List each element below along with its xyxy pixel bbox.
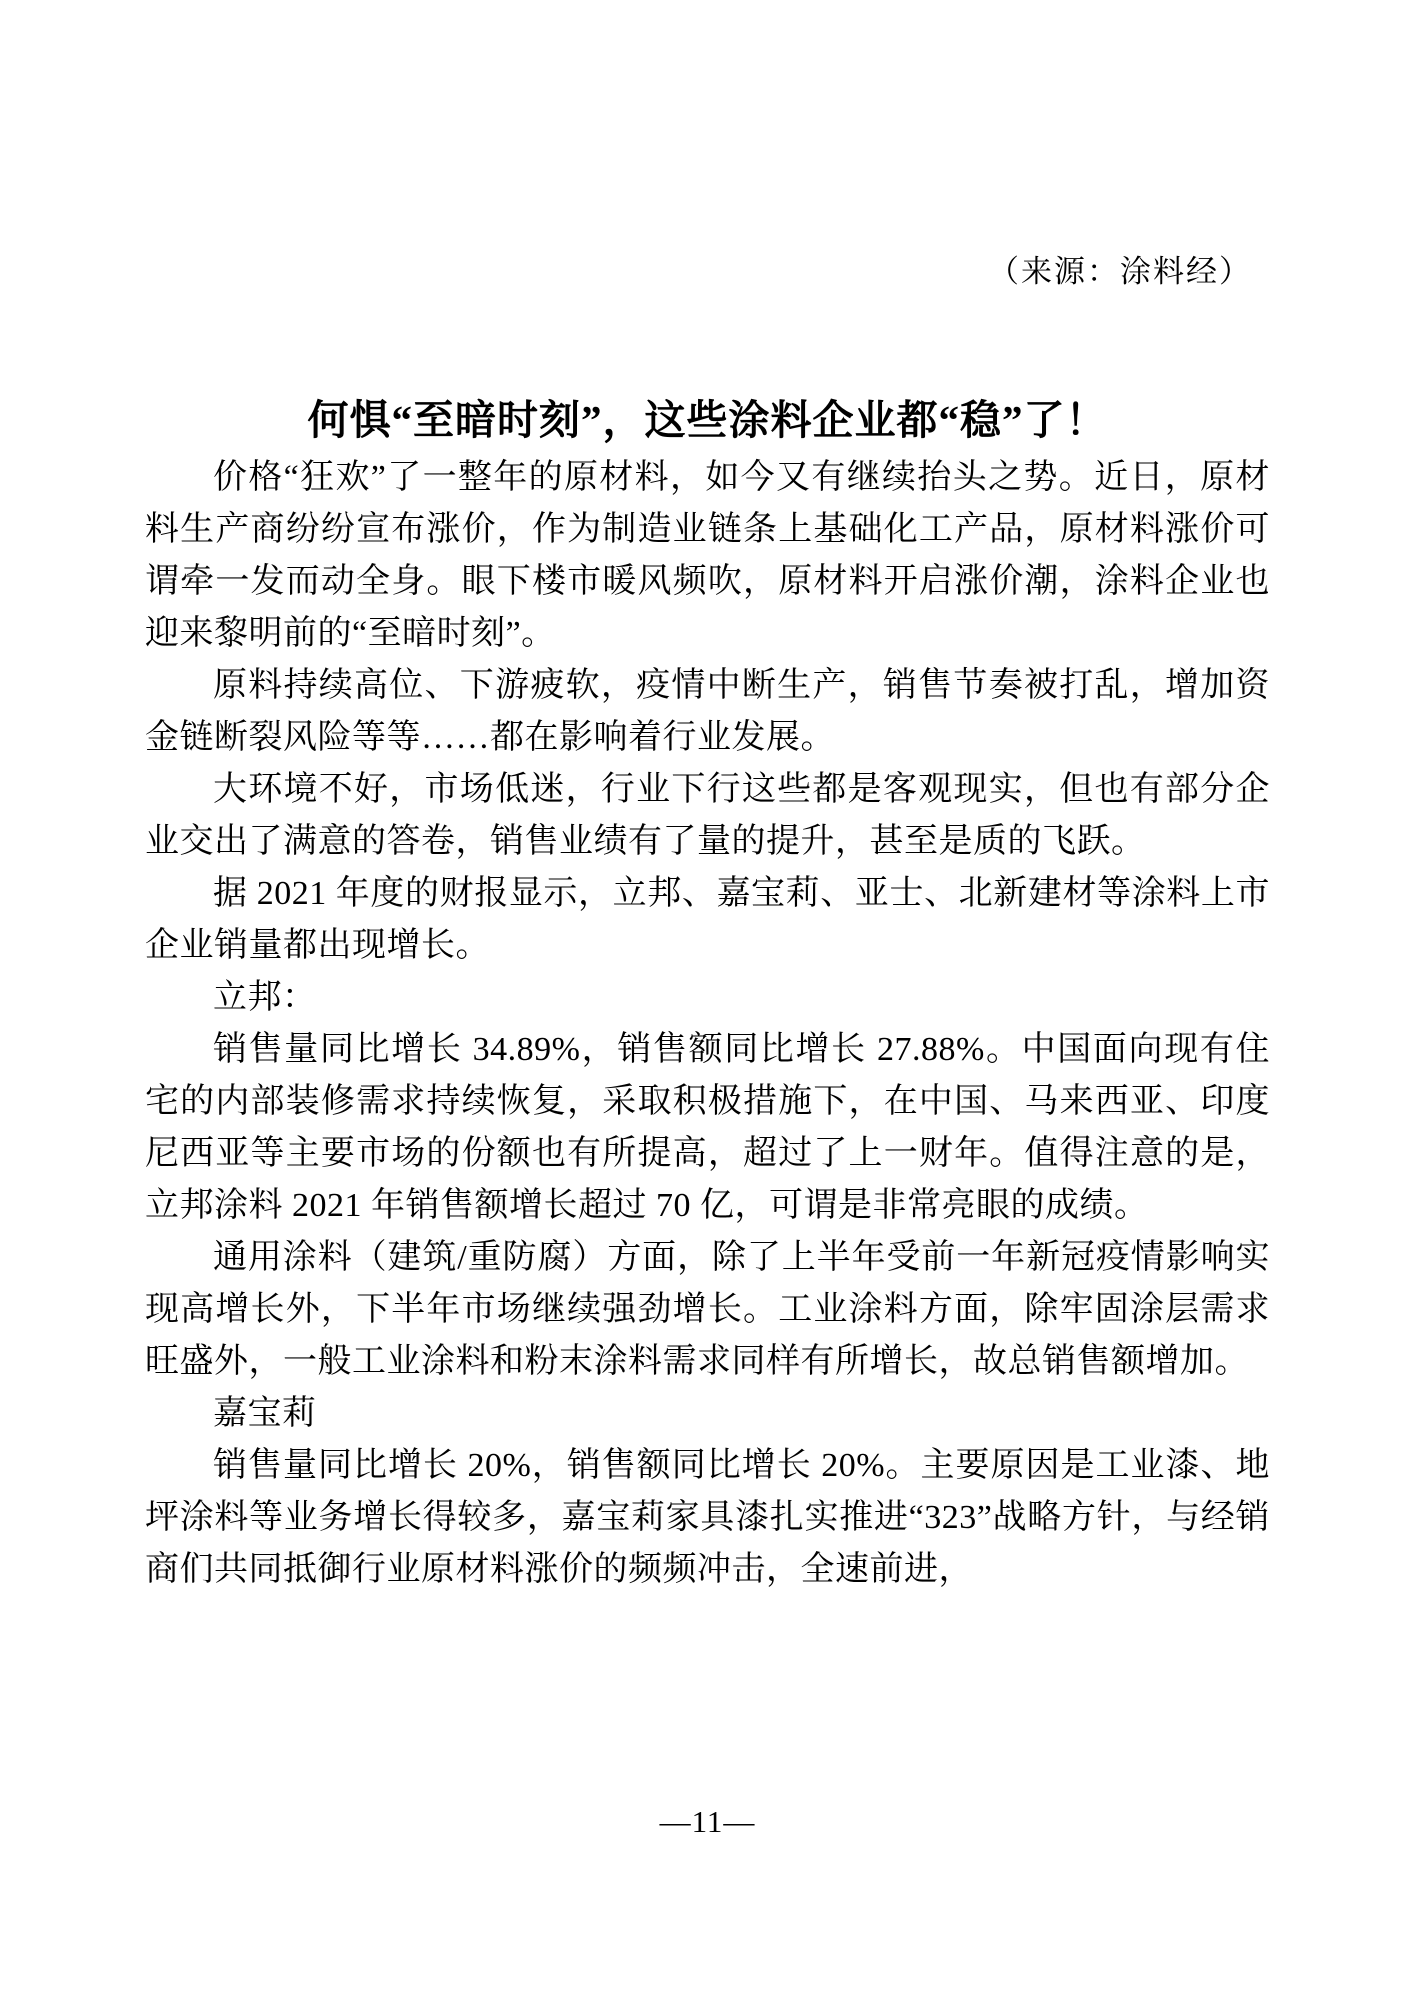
- source-attribution: （来源：涂料经）: [988, 254, 1252, 289]
- body-paragraph: 嘉宝莉: [213, 1395, 317, 1432]
- body-paragraph: 立邦：: [213, 979, 317, 1016]
- body-paragraph: 据 2021 年度的财报显示，立邦、嘉宝莉、亚士、北新建材等涂料上市企业销量都出现增长。: [145, 875, 1270, 964]
- page-title: 何惧“至暗时刻”，这些涂料企业都“稳”了！: [307, 397, 1108, 444]
- body-paragraph: 原料持续高位、下游疲软，疫情中断生产，销售节奏被打乱，增加资金链断裂风险等等……都在影响着行业发展。: [145, 667, 1270, 756]
- body-paragraph: 价格“狂欢”了一整年的原材料，如今又有继续抬头之势。近日，原材料生产商纷纷宣布涨价，作为制造业链条上基础化工产品，原材料涨价可谓牵一发而动全身。眼下楼市暖风频吹，原材料开启涨价潮，涂料企业也迎来黎明前的“至暗时刻”。: [145, 459, 1270, 652]
- body-paragraph: 大环境不好，市场低迷，行业下行这些都是客观现实，但也有部分企业交出了满意的答卷，销售业绩有了量的提升，甚至是质的飞跃。: [145, 771, 1270, 860]
- page-number: —11—: [659, 1804, 756, 1839]
- body-paragraph: 销售量同比增长 20%，销售额同比增长 20%。主要原因是工业漆、地坪涂料等业务增长得较多，嘉宝莉家具漆扎实推进“323”战略方针，与经销商们共同抵御行业原材料涨价的频频冲击，全速前进，: [145, 1447, 1270, 1588]
- document-body: [145, 452, 1270, 1596]
- body-paragraph: 销售量同比增长 34.89%，销售额同比增长 27.88%。中国面向现有住宅的内部装修需求持续恢复，采取积极措施下，在中国、马来西亚、印度尼西亚等主要市场的份额也有所提高，超过了上一财年。值得注意的是，立邦涂料 2021 年销售额增长超过 70 亿，可谓是非常亮眼的成绩。: [145, 1031, 1270, 1224]
- body-paragraph: 通用涂料（建筑/重防腐）方面，除了上半年受前一年新冠疫情影响实现高增长外，下半年市场继续强劲增长。工业涂料方面，除牢固涂层需求旺盛外，一般工业涂料和粉末涂料需求同样有所增长，故总销售额增加。: [145, 1239, 1270, 1380]
